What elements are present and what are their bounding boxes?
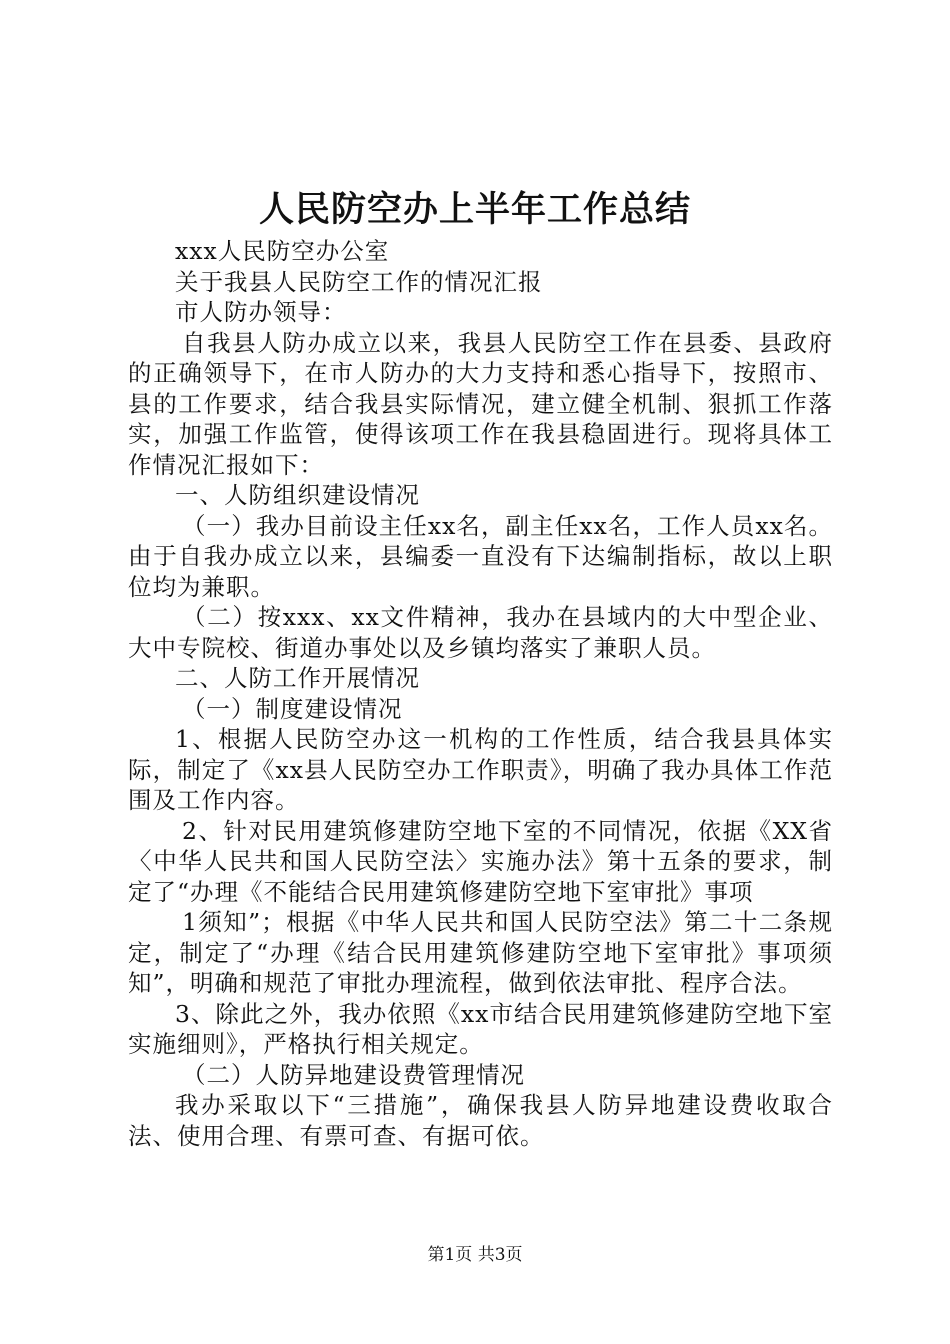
paragraph-parttime-staff: （二）按xxx、xx文件精神，我办在县域内的大中型企业、大中专院校、街道办事处以及乡镇均落实了兼职人员。 — [128, 603, 833, 662]
paragraph-intro: 自我县人防办成立以来，我县人民防空工作在县委、县政府的正确领导下，在市人防办的大力支持和悉心指导下，按照市、县的工作要求，结合我县实际情况，建立健全机制、狠抓工作落实，加强工作监管，使得该项工作在我县稳固进行。现将具体工作情况汇报如下： — [128, 328, 833, 479]
paragraph-staffing: （一）我办目前设主任xx名，副主任xx名，工作人员xx名。由于自我办成立以来，县编委一直没有下达编制指标，故以上职位均为兼职。 — [128, 511, 833, 601]
paragraph-item-2-cont: 1须知”；根据《中华人民共和国人民防空法》第二十二条规定，制定了“办理《结合民用建筑修建防空地下室审批》事项须知”，明确和规范了审批办理流程，做到依法审批、程序合法。 — [128, 908, 833, 997]
paragraph-salutation: 市人防办领导： — [175, 298, 347, 326]
paragraph-subject: 关于我县人民防空工作的情况汇报 — [175, 267, 543, 296]
paragraph-sender: xxx人民防空办公室 — [175, 237, 390, 265]
page-number-footer: 第1页 共3页 — [427, 1245, 523, 1265]
document-body — [128, 236, 833, 1151]
paragraph-item-3: 3、除此之外，我办依照《xx市结合民用建筑修建防空地下室实施细则》，严格执行相关规定。 — [128, 999, 833, 1058]
section-heading-organization: 一、人防组织建设情况 — [175, 481, 420, 509]
subsection-heading-fees: （二）人防异地建设费管理情况 — [182, 1060, 526, 1089]
paragraph-item-2: 2、针对民用建筑修建防空地下室的不同情况，依据《XX省〈中华人民共和国人民防空法〉实施办法》第十五条的要求，制定了“办理《不能结合民用建筑修建防空地下室审批》事项 — [128, 816, 833, 906]
paragraph-item-1: 1、根据人民防空办这一机构的工作性质，结合我县具体实际，制定了《xx县人民防空办工作职责》，明确了我办具体工作范围及工作内容。 — [128, 725, 833, 814]
section-heading-work: 二、人防工作开展情况 — [175, 664, 420, 692]
document-title: 人民防空办上半年工作总结 — [258, 189, 691, 230]
subsection-heading-system: （一）制度建设情况 — [182, 694, 403, 723]
paragraph-fees-measures: 我办采取以下“三措施”，确保我县人防异地建设费收取合法、使用合理、有票可查、有据可依。 — [128, 1091, 833, 1150]
